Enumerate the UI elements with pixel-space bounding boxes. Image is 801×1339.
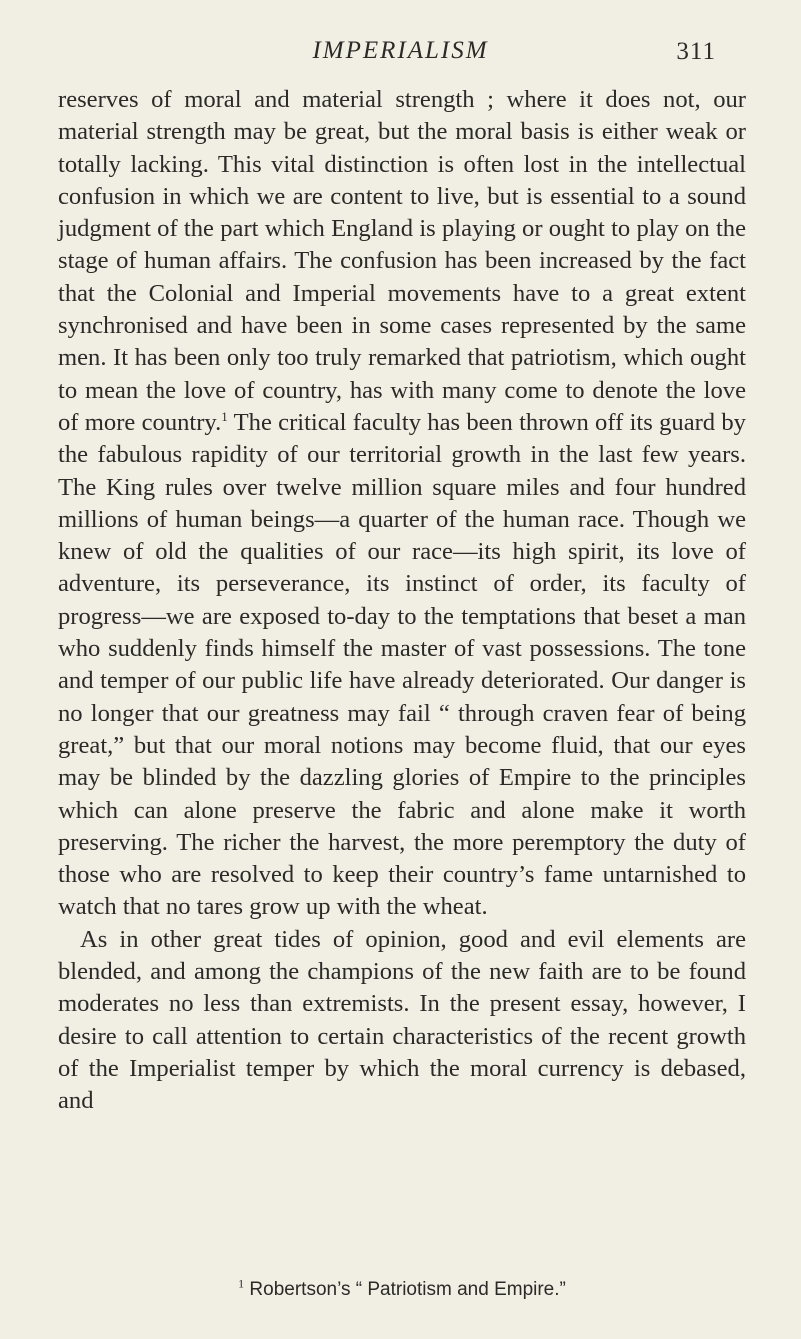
paragraph-text: reserves of moral and material strength ; where it does not, our material strength may be great, but the moral basis is either weak or totally lacking. This vital distinction is often lost in the intellectual confusion in which we are content to live, but is essential to a sound judgment of the part which England is playing or ought to play on the stage of human affairs. The confusion has been increased by the fact that the Colonial and Imperial movements have to a great extent synchronised and have been in some cases represented by the same men. It has been only too truly remarked that patriotism, which ought to mean the love of country, has with many come to denote the love of more country. — [58, 86, 746, 436]
footnote-mark: 1 — [238, 1276, 245, 1291]
footnote-reference: 1 — [221, 408, 228, 424]
paragraph-text: The critical faculty has been thrown off its guard by the fabulous rapidity of our territorial growth in the last few years. The King rules over twelve million square miles and four hundred millions of human beings—a quarter of the human race. Though we knew of old the qualities of our race—its high spirit, its love of adventure, its perseverance, its instinct of order, its faculty of progress—we are exposed to-day to the temptations that beset a man who suddenly finds himself the master of vast possessions. The tone and temper of our public life have already deteriorated. Our danger is no longer that our greatness may fail “ through craven fear of being great,” but that our moral notions may become fluid, that our eyes may be blinded by the dazzling glories of Empire to the principles which can alone preserve the fabric and alone make it worth preserving. The richer the harvest, the more peremptory the duty of those who are resolved to keep their country’s fame untarnished to watch that no tares grow up with the wheat. — [58, 408, 746, 921]
footnote-text: Robertson’s “ Patriotism and Empire.” — [244, 1279, 566, 1300]
page-number: 311 — [676, 38, 716, 65]
paragraph — [58, 84, 746, 924]
running-head — [0, 37, 801, 71]
paragraph: As in other great tides of opinion, good and evil elements are blended, and among the champions of the new faith are to be found moderates no less than extremists. In the present essay, however, I desire to call attention to certain characteristics of the recent growth of the Imperialist temper by which the moral currency is debased, and — [58, 925, 746, 1115]
running-title: IMPERIALISM — [312, 37, 489, 64]
footnote — [58, 1278, 746, 1302]
body-text — [58, 84, 746, 1118]
